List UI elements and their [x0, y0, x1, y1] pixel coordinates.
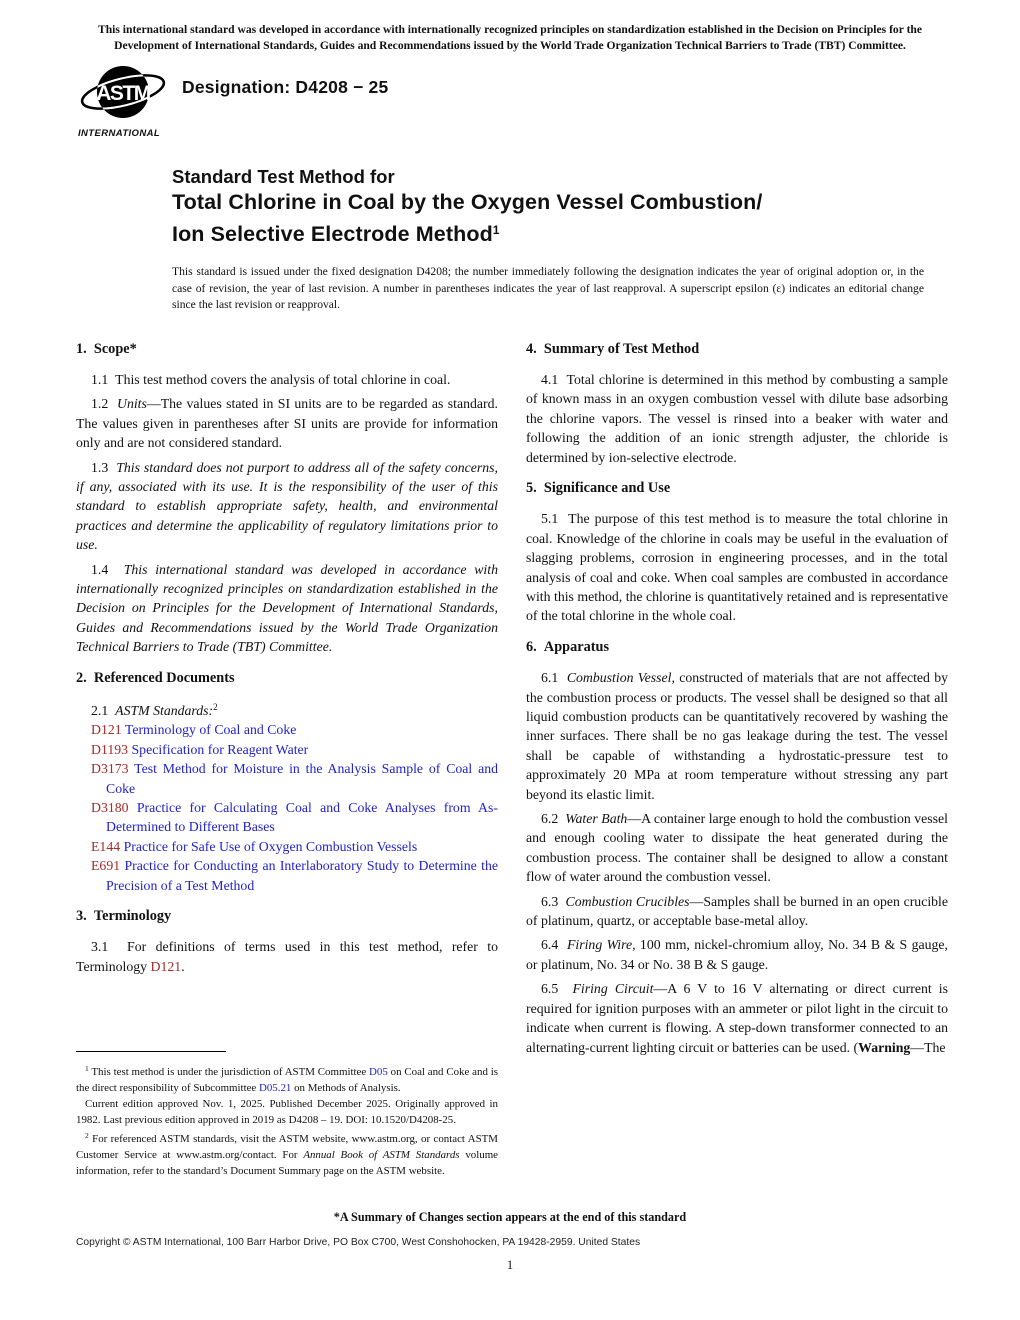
section-2-heading: 2. Referenced Documents [76, 669, 235, 686]
units-term: Units [116, 396, 147, 412]
paragraph-number: 6.1 [541, 670, 567, 686]
paragraph-text: . [181, 958, 185, 974]
section-5-heading: 5. Significance and Use [526, 479, 671, 496]
paragraph-3-1 [76, 937, 498, 976]
paragraph-number: 2.1 [91, 703, 116, 718]
standard-title-link[interactable]: Test Method for Moisture in the Analysis Sample of Coal and Coke [106, 761, 498, 796]
reference-item [76, 720, 498, 739]
paragraph-4-1: 4.1 Total chlorine is determined in this method by combusting a sample of known mass in an oxygen combustion vessel with dilute base adsorbing the chlorine vapors. The vessel is rinsed into a beaker with water and following the addition of an ionic strength adjuster, the chloride is determined by ion-selective electrode. [526, 371, 948, 465]
firing-circuit-term: Firing Circuit [572, 981, 654, 997]
footnote-separator [76, 1051, 226, 1052]
section-1-heading: 1. Scope* [76, 340, 137, 357]
warning-label: Warning [858, 1039, 911, 1055]
footnote-2 [76, 1128, 498, 1179]
water-bath-term: Water Bath [565, 811, 628, 827]
paragraph-number: 1.4 [91, 561, 124, 577]
paragraph-number: 6.2 [541, 811, 566, 827]
astm-standards-label: ASTM Standards: [115, 703, 214, 718]
footnote-text: on Methods of Analysis. [291, 1081, 401, 1094]
footnote-text: volume information, refer to the standard’s Document Summary page on the ASTM website. [76, 1149, 498, 1178]
combustion-vessel-term: Combustion Vessel, [566, 670, 675, 686]
paragraph-text: —The [910, 1039, 946, 1055]
summary-of-changes-note: *A Summary of Changes section appears at the end of this standard [333, 1210, 687, 1224]
right-column [526, 340, 948, 1180]
firing-wire-term: Firing Wire, [566, 937, 636, 953]
footnote-1 [76, 1061, 498, 1096]
footnote-text: on Coal and Coke and is the direct responsibility of Subcommittee [76, 1065, 498, 1094]
reference-item [76, 856, 498, 895]
footnote-marker: 2 [85, 1131, 89, 1141]
paragraph-number: 6.3 [541, 893, 566, 909]
footnote-marker-2: 2 [213, 702, 218, 712]
reference-item [76, 759, 498, 798]
two-column-body [76, 340, 948, 1180]
paragraph-1-1: 1.1 This test method covers the analysis of total chlorine in coal. [91, 371, 451, 387]
paragraph-text: —The values stated in SI units are to be regarded as standard. The values given in parentheses after SI units are provide for information only and are not considered standard. [76, 396, 498, 451]
title-footnote-marker: 1 [492, 222, 500, 237]
left-column [76, 340, 498, 1180]
paragraph-1-3 [76, 458, 498, 555]
title-block [172, 165, 946, 248]
combustion-crucibles-term: Combustion Crucibles [565, 893, 690, 909]
standard-title-link[interactable]: Practice for Calculating Coal and Coke Analyses from As-Determined to Different Bases [106, 800, 498, 835]
committee-d05-link[interactable]: D05 [369, 1065, 388, 1078]
footnote-edition: Current edition approved Nov. 1, 2025. Published December 2025. Originally approved in 1982. Last previous edition approved in 2019 as D4208 – 19. DOI: 10.1520/D4208-25. [76, 1098, 498, 1127]
standard-title-link[interactable]: Terminology of Coal and Coke [121, 722, 297, 738]
footnote-text: This test method is under the jurisdiction of ASTM Committee [88, 1065, 370, 1078]
d121-link[interactable]: D121 [150, 958, 182, 974]
paragraph-text: —A 6 V to 16 V alternating or direct current is required for ignition purposes with an ammeter or pilot light in the circuit to indicate when current is flowing. A step-down transformer connected to an alternating-current lighting circuit or batteries can be used. ( [526, 981, 948, 1055]
paragraph-5-1: 5.1 The purpose of this test method is to measure the total chlorine in coal. Knowledge of the chlorine in coals may be useful in the evaluation of slagging problems, corrosion in engineering processes, and in the total analysis of coal and coke. When coal samples are combusted in accordance with this method, the chlorine is quantitatively retained and is representative of the total chlorine in the whole coal. [526, 511, 948, 624]
standard-code-link[interactable]: E144 [91, 838, 121, 854]
standard-code-link[interactable]: D121 [91, 722, 122, 738]
standard-code-link[interactable]: E691 [91, 858, 121, 874]
title-line1: Total Chlorine in Coal by the Oxygen Vessel Combustion/ [172, 190, 763, 214]
issued-under-note: This standard is issued under the fixed designation D4208; the number immediately following the designation indicates the year of original adoption or, in the case of revision, the year of last revision. A number in parentheses indicates the year of last reapproval. A superscript epsilon (ε) indicates an editorial change since the last revision or reapproval. [172, 265, 924, 311]
astm-logo-subtitle: INTERNATIONAL [78, 128, 161, 139]
paragraph-text: 3.1 For definitions of terms used in this test method, refer to Terminology [76, 939, 498, 974]
paragraph-text: —Samples shall be burned in an open crucible of platinum, quartz, or acceptable base-metal alloy. [526, 893, 949, 929]
paragraph-number: 1.3 [91, 459, 117, 475]
wto-header-note: This international standard was developed in accordance with internationally recognized principles on standardization established in the Decision on Principles for the Development of International Standards, Guides and Recommendations issued by the World Trade Organization Technical Barriers to Trade (TBT) Committee. [97, 23, 923, 52]
designation-label: Designation: D4208 − 25 [182, 77, 389, 97]
paragraph-6-3 [526, 892, 948, 931]
page-number: 1 [506, 1258, 514, 1272]
paragraph-text: 100 mm, nickel-chromium alloy, No. 34 B & S gauge, or platinum, No. 34 or No. 38 B & S gauge. [526, 937, 948, 972]
paragraph-text: constructed of materials that are not affected by the combustion process or products. The vessel shall be designed so that all liquid combustion products can be quantitatively recovered by washing the inner surfaces. There shall be no gas leakage during the test. The vessel shall be capable of withstanding a hydrostatic-pressure test to approximately 20 MPa at room temperature without stressing any part beyond its elastic limit. [526, 670, 948, 802]
safety-caveat-text: This standard does not purport to address all of the safety concerns, if any, associated with its use. It is the responsibility of the user of this standard to establish appropriate safety, health, and environmental practices and determine the applicability of regulatory limitations prior to use. [76, 459, 498, 553]
paragraph-text: —A container large enough to hold the combustion vessel and enough cooling water to dissipate the heat generated during the combustion process. The container shall be designed to allow a constant flow of water around the combustion vessel. [526, 811, 948, 885]
standard-title-link[interactable]: Specification for Reagent Water [128, 741, 309, 757]
masthead [78, 63, 1020, 139]
paragraph-6-2 [526, 809, 948, 887]
astm-logo [78, 63, 168, 139]
footnotes-block [76, 1051, 498, 1180]
section-4-heading: 4. Summary of Test Method [526, 340, 700, 357]
section-6-heading: 6. Apparatus [526, 638, 610, 655]
section-3-heading: 3. Terminology [76, 908, 172, 925]
paragraph-6-5 [526, 979, 948, 1057]
paragraph-number: 6.4 [541, 937, 567, 953]
astm-globe-icon [79, 63, 167, 125]
reference-item [76, 798, 498, 837]
paragraph-1-2 [76, 394, 498, 452]
paragraph-number: 6.5 [541, 981, 573, 997]
standard-code-link[interactable]: D1193 [91, 741, 129, 757]
standard-code-link[interactable]: D3173 [91, 761, 129, 777]
paragraph-6-4 [526, 935, 948, 974]
annual-book-title: Annual Book of ASTM Standards [303, 1149, 460, 1162]
title-line2: Ion Selective Electrode Method [172, 221, 493, 246]
subcommittee-d05-21-link[interactable]: D05.21 [259, 1081, 292, 1094]
reference-item [76, 837, 498, 856]
paragraph-2-1 [76, 698, 498, 720]
standard-title-link[interactable]: Practice for Conducting an Interlaboratory Study to Determine the Precision of a Test Method [106, 858, 498, 893]
paragraph-number: 1.2 [91, 396, 117, 412]
copyright-line: Copyright © ASTM International, 100 Barr Harbor Drive, PO Box C700, West Conshohocken, PA 19428-2959. United States [76, 1237, 641, 1248]
paragraph-6-1 [526, 668, 948, 804]
standard-code-link[interactable]: D3180 [91, 800, 129, 816]
footnote-text: For referenced ASTM standards, visit the ASTM website, www.astm.org, or contact ASTM Customer Service at www.astm.org/contact. For [76, 1133, 498, 1162]
astm-logo-text: ASTM [96, 82, 150, 105]
footnote-marker: 1 [85, 1063, 89, 1073]
reference-item [76, 740, 498, 759]
page-title [172, 189, 946, 248]
paragraph-1-4 [76, 560, 498, 657]
referenced-standards-list [76, 720, 498, 895]
title-kicker: Standard Test Method for [172, 166, 395, 187]
standard-title-link[interactable]: Practice for Safe Use of Oxygen Combustion Vessels [120, 838, 418, 854]
wto-caveat-text: This international standard was developed in accordance with internationally recognized principles on standardization established in the Decision on Principles for the Development of International Standards, Guides and Recommendations issued by the World Trade Organization Technical Barriers to Trade (TBT) Committee. [76, 561, 498, 655]
